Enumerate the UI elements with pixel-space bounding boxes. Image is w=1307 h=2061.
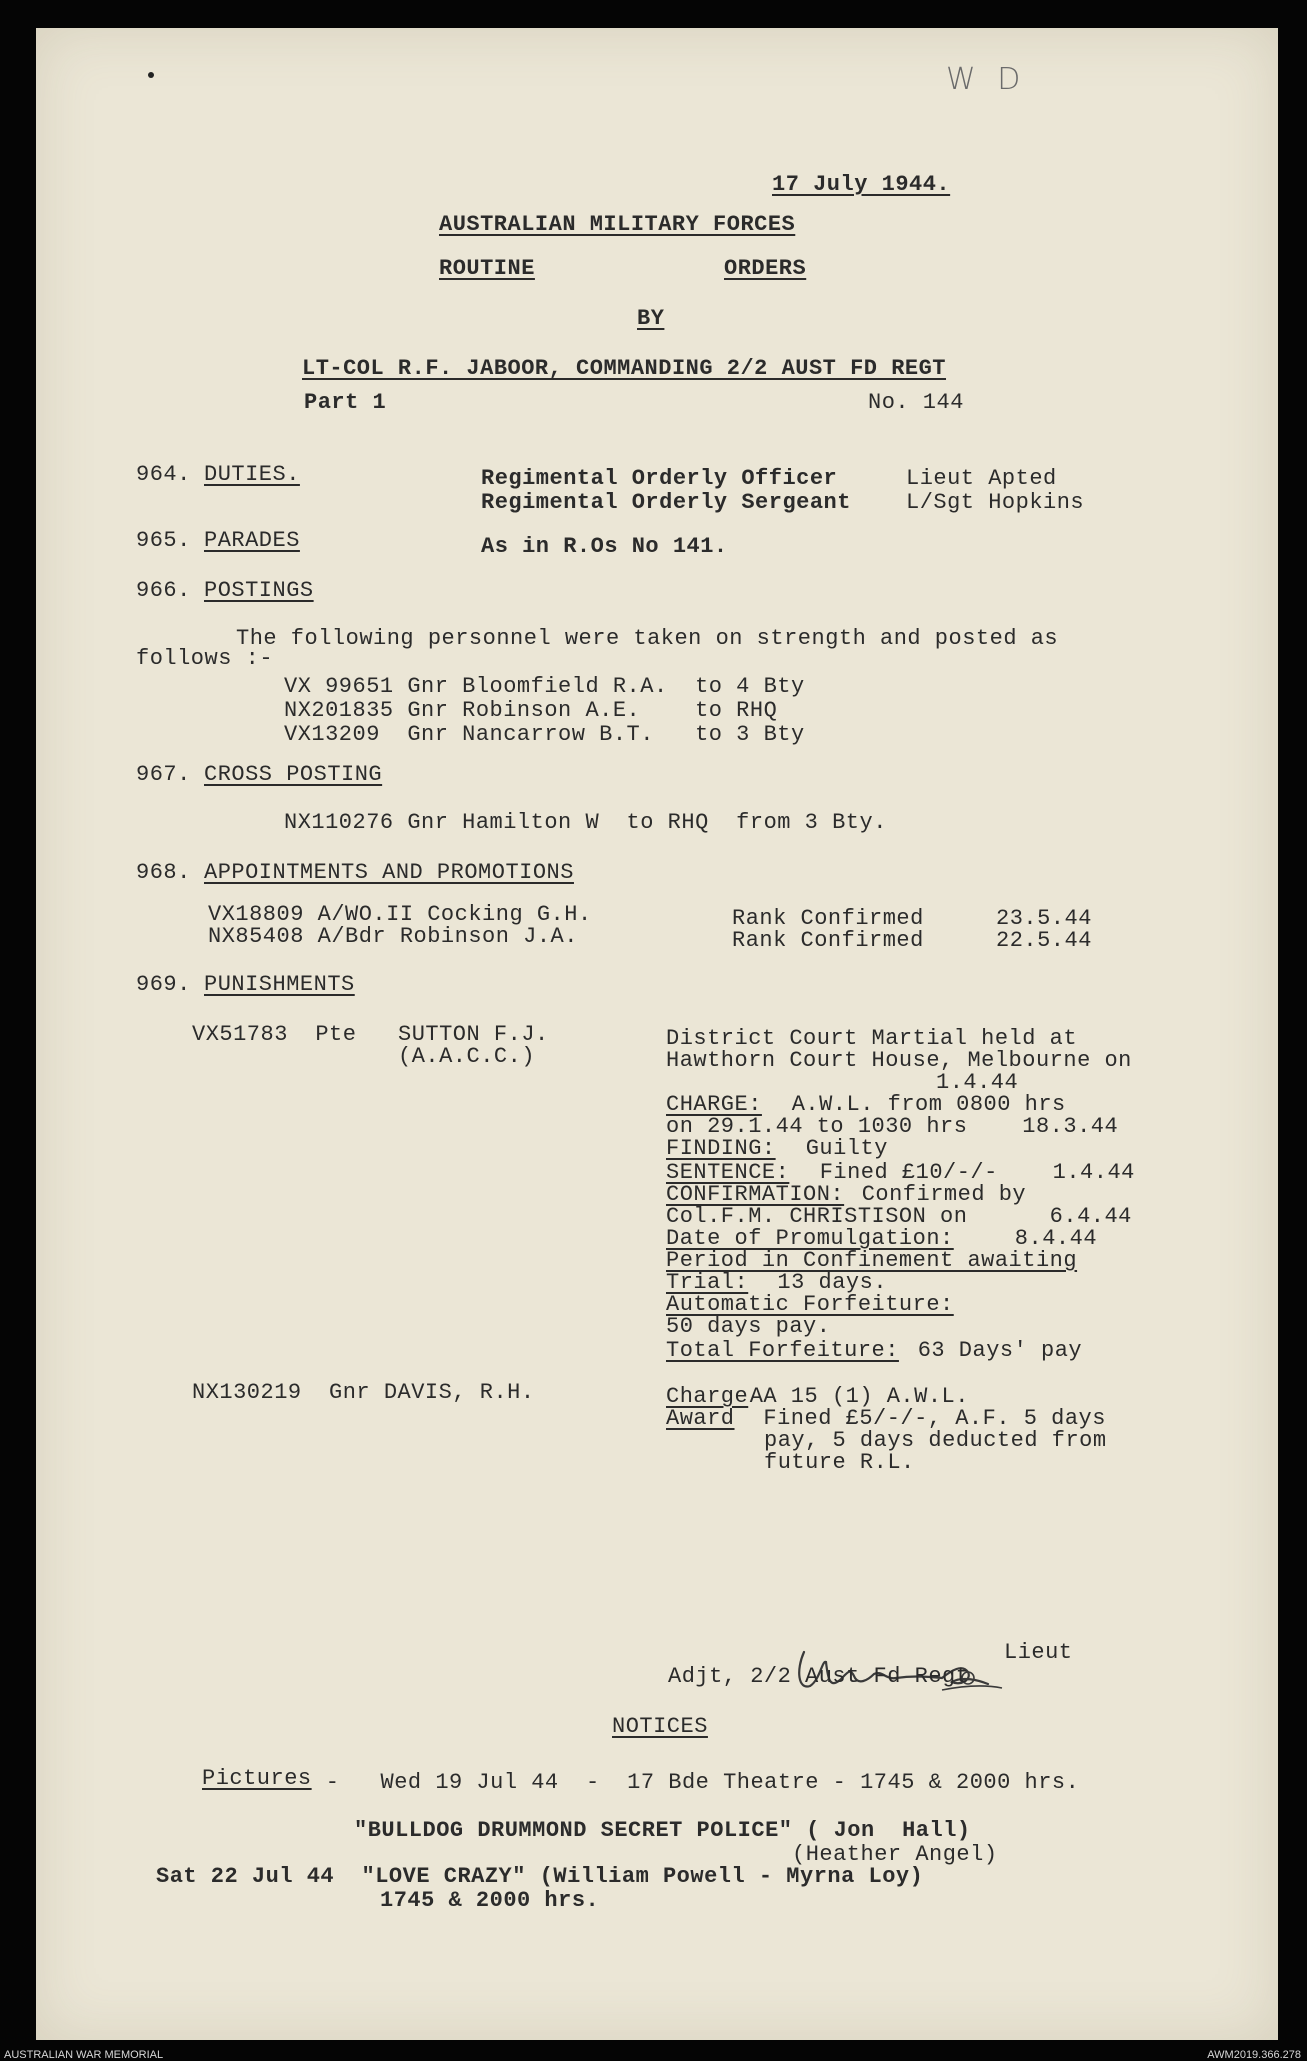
order-number: No. 144 (868, 390, 964, 415)
cross-posting-text: NX110276 Gnr Hamilton W to RHQ from 3 Bty. (284, 810, 887, 835)
sentence-label: SENTENCE: (666, 1160, 790, 1185)
case-name: SUTTON F.J. (398, 1022, 549, 1047)
award-text: future R.L. (764, 1450, 915, 1475)
duty-name: Lieut Apted (906, 466, 1057, 491)
archive-credit: AUSTRALIAN WAR MEMORIAL (4, 2049, 164, 2061)
heading-by: BY (637, 306, 665, 331)
posting-row: VX 99651 Gnr Bloomfield R.A. to 4 Bty (284, 674, 805, 699)
item-number: 965. (136, 528, 191, 553)
promulgation-label: Date of Promulgation: (666, 1226, 954, 1251)
confirmation-text: Col.F.M. CHRISTISON on 6.4.44 (666, 1204, 1132, 1229)
appointment-status: Rank Confirmed (732, 906, 924, 931)
item-number: 964. (136, 462, 191, 487)
finding-text: Guilty (792, 1136, 888, 1161)
document-page (36, 28, 1278, 2040)
postings-intro: The following personnel were taken on strength and posted as (236, 626, 1059, 651)
section-title-parades: PARADES (204, 528, 300, 553)
appointment-date: 23.5.44 (996, 906, 1092, 931)
notice-line: (Heather Angel) (792, 1842, 998, 1867)
award-label: Award (666, 1406, 735, 1431)
duty-name: L/Sgt Hopkins (906, 490, 1085, 515)
duty-role: Regimental Orderly Sergeant (481, 490, 851, 515)
charge-text: AA 15 (1) A.W.L. (736, 1384, 969, 1409)
appointment-who: VX18809 A/WO.II Cocking G.H. (208, 902, 592, 927)
signature-rank: Lieut (1004, 1640, 1073, 1665)
item-number: 966. (136, 578, 191, 603)
finding-label: FINDING: (666, 1136, 776, 1161)
appointment-status: Rank Confirmed (732, 928, 924, 953)
posting-row: NX201835 Gnr Robinson A.E. to RHQ (284, 698, 778, 723)
section-title-duties: DUTIES. (204, 462, 300, 487)
heading-commander: LT-COL R.F. JABOOR, COMMANDING 2/2 AUST FD REGT (302, 356, 947, 381)
section-title-appointments: APPOINTMENTS AND PROMOTIONS (204, 860, 574, 885)
notice-line: Sat 22 Jul 44 "LOVE CRAZY" (William Powell - Myrna Loy) (156, 1864, 924, 1889)
auto-forfeiture-text: 50 days pay. (666, 1314, 831, 1339)
ink-dot (148, 72, 154, 78)
charge-text: on 29.1.44 to 1030 hrs 18.3.44 (666, 1114, 1119, 1139)
total-forfeiture-text: 63 Days' pay (904, 1338, 1083, 1363)
heading-forces: AUSTRALIAN MILITARY FORCES (439, 212, 796, 237)
section-title-postings: POSTINGS (204, 578, 314, 603)
court-text: District Court Martial held at (666, 1026, 1078, 1051)
order-date: 17 July 1944. (772, 172, 951, 197)
heading-routine: ROUTINE (439, 256, 535, 281)
item-number: 967. (136, 762, 191, 787)
appointment-date: 22.5.44 (996, 928, 1092, 953)
item-number: 969. (136, 972, 191, 997)
court-text: Hawthorn Court House, Melbourne on (666, 1048, 1132, 1073)
appointment-who: NX85408 A/Bdr Robinson J.A. (208, 924, 578, 949)
confirmation-label: CONFIRMATION: (666, 1182, 845, 1207)
award-text: Fined £5/-/-, A.F. 5 days (736, 1406, 1106, 1431)
notice-line: - Wed 19 Jul 44 - 17 Bde Theatre - 1745 & 2000 hrs. (312, 1770, 1080, 1795)
notice-line: "BULLDOG DRUMMOND SECRET POLICE" ( Jon Hall) (354, 1818, 971, 1843)
total-forfeiture-label: Total Forfeiture: (666, 1338, 899, 1363)
charge-label: Charge (666, 1384, 749, 1409)
section-title-punishments: PUNISHMENTS (204, 972, 355, 997)
case-id: NX130219 Gnr DAVIS, R.H. (192, 1380, 535, 1405)
auto-forfeiture-label: Automatic Forfeiture: (666, 1292, 954, 1317)
trial-label: Trial: (666, 1270, 749, 1295)
promulgation-date: 8.4.44 (960, 1226, 1098, 1251)
case-unit: (A.A.C.C.) (398, 1044, 536, 1069)
case-id: VX51783 Pte (192, 1022, 357, 1047)
notices-title: NOTICES (612, 1714, 708, 1739)
notice-line: 1745 & 2000 hrs. (380, 1888, 600, 1913)
charge-label: CHARGE: (666, 1092, 762, 1117)
charge-text: A.W.L. from 0800 hrs (778, 1092, 1066, 1117)
parades-text: As in R.Os No 141. (481, 534, 728, 559)
signature-office: Adjt, 2/2 Aust Fd Regt (668, 1664, 970, 1689)
section-title-cross-posting: CROSS POSTING (204, 762, 383, 787)
sentence-text: Fined £10/-/- 1.4.44 (806, 1160, 1135, 1185)
duty-role: Regimental Orderly Officer (481, 466, 838, 491)
award-text: pay, 5 days deducted from (764, 1428, 1107, 1453)
trial-text: 13 days. (750, 1270, 888, 1295)
item-number: 968. (136, 860, 191, 885)
period-label: Period in Confinement awaiting (666, 1248, 1078, 1273)
pictures-label: Pictures (202, 1766, 312, 1791)
postings-intro: follows :- (136, 646, 274, 671)
heading-orders: ORDERS (724, 256, 807, 281)
court-date: 1.4.44 (936, 1070, 1019, 1095)
posting-row: VX13209 Gnr Nancarrow B.T. to 3 Bty (284, 722, 805, 747)
confirmation-text: Confirmed by (848, 1182, 1027, 1207)
part-number: Part 1 (304, 390, 387, 415)
archive-reference: AWM2019.366.278 (1207, 2049, 1301, 2061)
handwritten-mark: W D (946, 62, 1027, 97)
